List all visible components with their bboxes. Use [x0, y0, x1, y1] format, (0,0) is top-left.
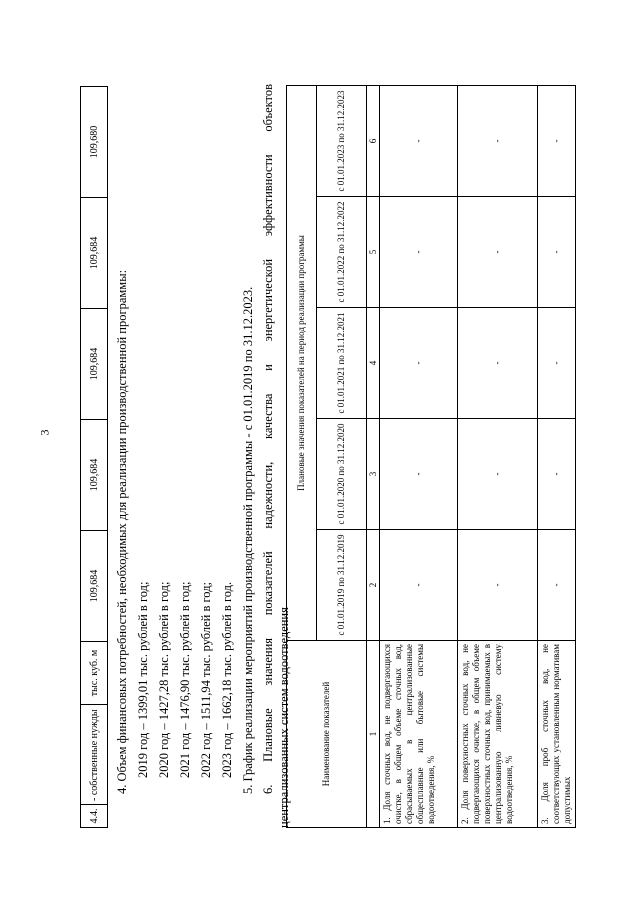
plan-values-header: Плановые значения показателей на период реализации программы — [287, 85, 317, 640]
column-number: 4 — [367, 308, 380, 419]
value-cell: - — [538, 197, 576, 308]
table-header-row — [287, 85, 317, 827]
value-cell: - — [380, 85, 458, 196]
column-number: 3 — [367, 419, 380, 530]
value-cell: 109,684 — [81, 420, 108, 531]
value-cell: - — [538, 85, 576, 196]
period-header: с 01.01.2022 по 31.12.2022 — [317, 197, 367, 308]
year-line: 2023 год – 1662,18 тыс. рублей в год. — [220, 581, 234, 778]
value-cell: 109,680 — [81, 87, 108, 198]
year-line: 2019 год – 1399,01 тыс. рублей в год; — [136, 581, 150, 778]
value-cell: - — [458, 419, 538, 530]
rotated-content — [80, 78, 640, 828]
column-number: 6 — [367, 85, 380, 196]
table-row — [81, 87, 108, 828]
value-cell: - — [538, 308, 576, 419]
consumption-table — [80, 86, 108, 828]
table-row — [380, 85, 458, 827]
value-cell: - — [458, 85, 538, 196]
period-header: с 01.01.2023 по 31.12.2023 — [317, 85, 367, 196]
column-number: 2 — [367, 530, 380, 641]
page-number: 3 — [37, 429, 52, 436]
indicator-name: 3. Доля проб сточных вод, не соответствующих установленным нормативам допустимых — [538, 641, 576, 828]
table-row — [458, 85, 538, 827]
column-number: 5 — [367, 197, 380, 308]
indicator-name: 2. Доля поверхностных сточных вод, не подвергающихся очистке, в общем объеме поверхностных сточных вод, принимаемых в централизованную ливневую систему водоотведения, % — [458, 641, 538, 828]
value-cell: - — [380, 197, 458, 308]
row-label: - собственные нужды — [81, 705, 108, 805]
value-cell: - — [458, 308, 538, 419]
section6-line2: централизованных систем водоотведения — [277, 607, 291, 828]
section6-line1: 6. Плановые значения показателей надежности, качества и энергетической эффективности объектов — [261, 84, 275, 794]
value-cell: 109,684 — [81, 531, 108, 642]
period-header: с 01.01.2021 по 31.12.2021 — [317, 308, 367, 419]
value-cell: - — [458, 530, 538, 641]
column-numbers-row — [367, 85, 380, 827]
section5-text: 5. График реализации мероприятий производственной программы - с 01.01.2019 по 31.12.2023. — [241, 286, 255, 794]
row-unit: тыс. куб. м — [81, 642, 108, 705]
section4-heading: 4. Объем финансовых потребностей, необходимых для реализации производственной программы: — [115, 269, 129, 794]
year-line: 2020 год – 1427,28 тыс. рублей в год; — [157, 581, 171, 778]
name-column-header: Наименование показателей — [287, 641, 367, 828]
period-header: с 01.01.2020 по 31.12.2020 — [317, 419, 367, 530]
year-line: 2022 год – 1511,94 тыс. рублей в год; — [199, 581, 213, 778]
column-number: 1 — [367, 641, 380, 828]
period-header: с 01.01.2019 по 31.12.2019 — [317, 530, 367, 641]
row-number: 4.4. — [81, 805, 108, 828]
year-line: 2021 год – 1476,90 тыс. рублей в год; — [178, 581, 192, 778]
value-cell: 109,684 — [81, 198, 108, 309]
indicator-name: 1. Доля сточных вод, не подвергающихся очистке, в общем объеме сточных вод, сбрасываемых в централизованные общесплавные или бытовые системы водоотведения, % — [380, 641, 458, 828]
indicators-table — [286, 85, 576, 828]
value-cell: - — [538, 530, 576, 641]
value-cell: - — [538, 419, 576, 530]
value-cell: - — [380, 308, 458, 419]
value-cell: - — [458, 197, 538, 308]
table-row — [538, 85, 576, 827]
value-cell: - — [380, 530, 458, 641]
value-cell: - — [380, 419, 458, 530]
value-cell: 109,684 — [81, 309, 108, 420]
